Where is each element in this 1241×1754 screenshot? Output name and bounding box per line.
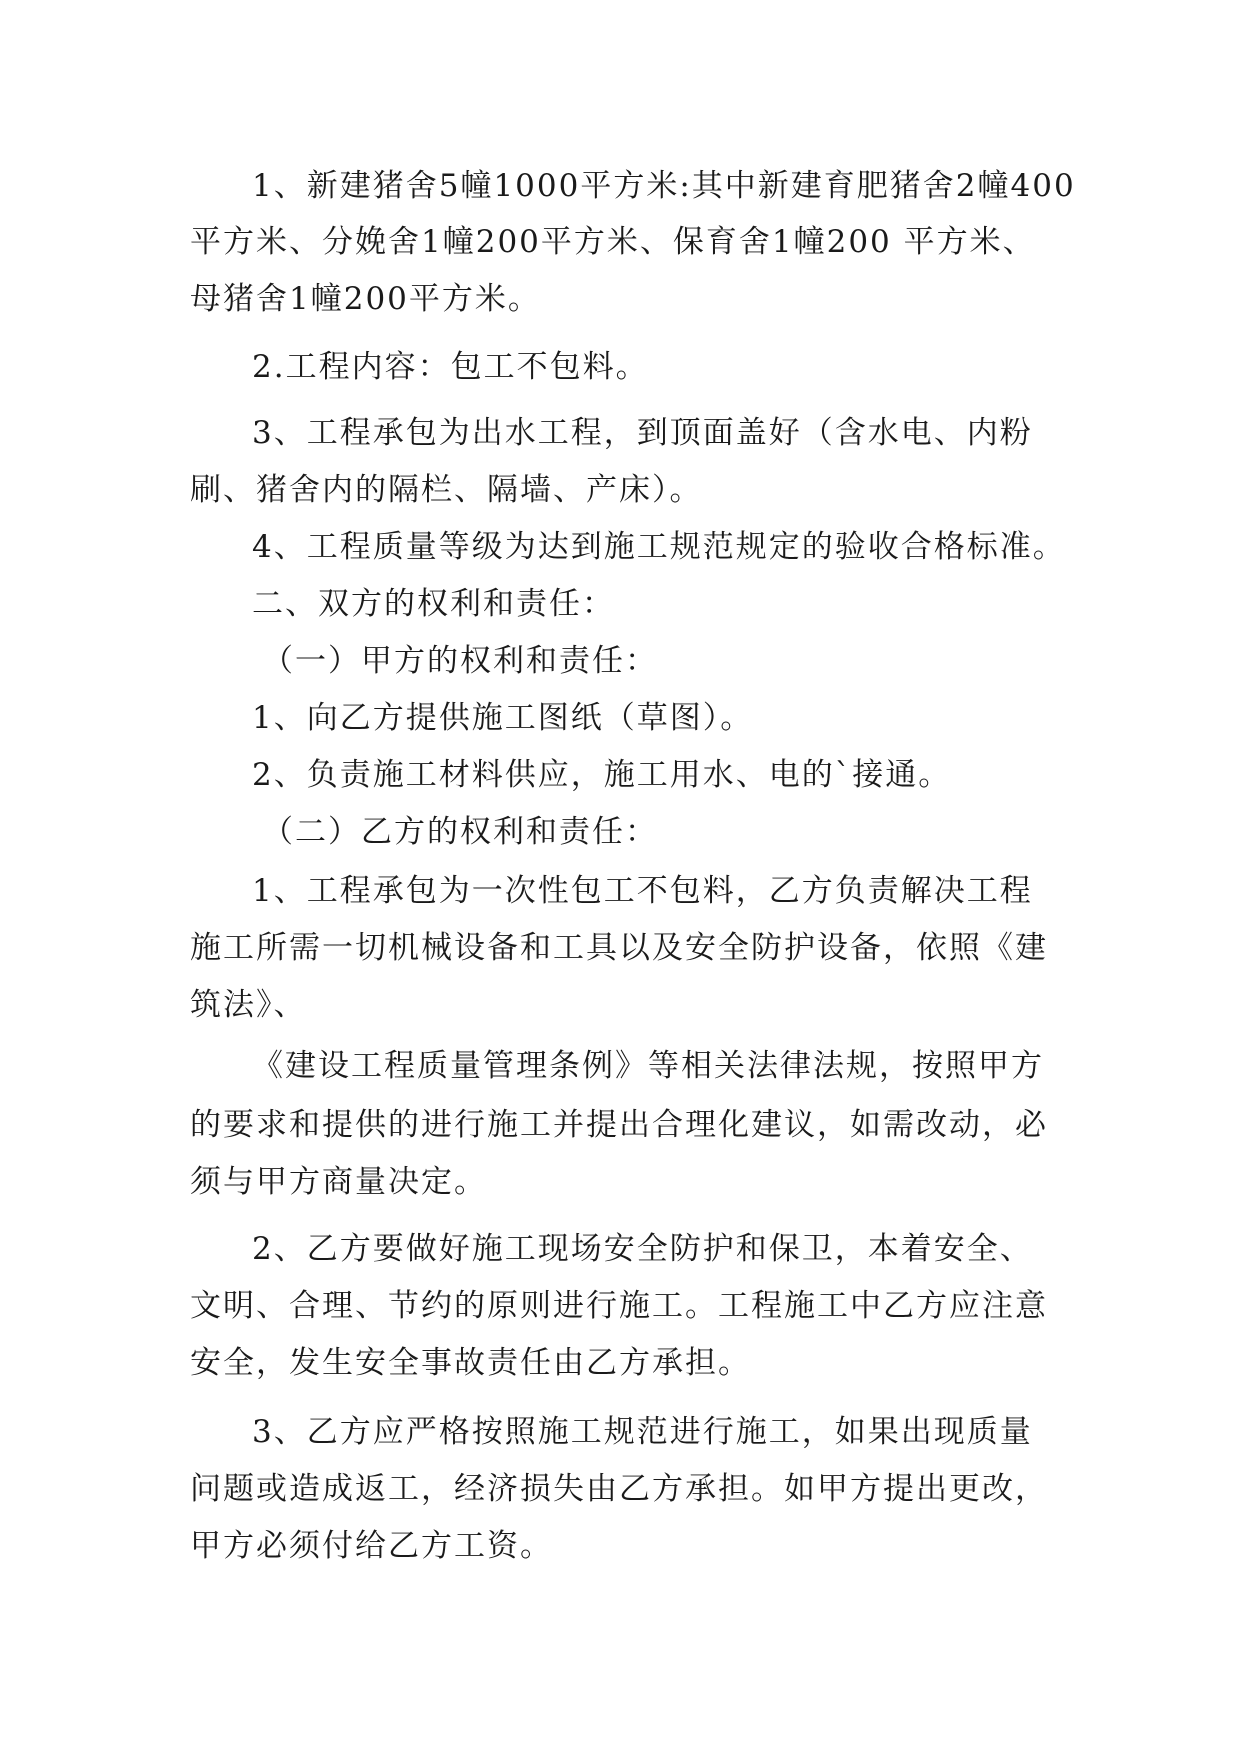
text-line: 2.工程内容：包工不包料。 <box>252 349 649 385</box>
text-line: 问题或造成返工，经济损失由乙方承担。如甲方提出更改， <box>190 1471 1048 1507</box>
section-heading: 二、双方的权利和责任： <box>252 586 615 622</box>
text-line: 1、向乙方提供施工图纸（草图）。 <box>252 700 754 736</box>
subsection-heading: （一）甲方的权利和责任： <box>262 643 658 679</box>
text-line: 3、乙方应严格按照施工规范进行施工，如果出现质量 <box>252 1414 1033 1450</box>
text-line: 平方米、分娩舍1幢200平方米、保育舍1幢200 平方米、 <box>190 224 1036 260</box>
text-line: 母猪舍1幢200平方米。 <box>190 281 541 317</box>
text-line: 甲方必须付给乙方工资。 <box>190 1528 553 1564</box>
text-line: 刷、猪舍内的隔栏、隔墙、产床）。 <box>190 472 703 508</box>
text-line: 的要求和提供的进行施工并提出合理化建议，如需改动，必 <box>190 1107 1048 1143</box>
text-line: 文明、合理、节约的原则进行施工。工程施工中乙方应注意 <box>190 1288 1048 1324</box>
text-line: 安全，发生安全事故责任由乙方承担。 <box>190 1345 751 1381</box>
subsection-heading: （二）乙方的权利和责任： <box>262 814 658 850</box>
text-line: 筑法》、 <box>190 987 307 1023</box>
text-line: 《建设工程质量管理条例》等相关法律法规，按照甲方 <box>252 1048 1044 1084</box>
text-line: 1、工程承包为一次性包工不包料，乙方负责解决工程 <box>252 873 1033 909</box>
text-line: 4、工程质量等级为达到施工规范规定的验收合格标准。 <box>252 529 1066 565</box>
text-line: 须与甲方商量决定。 <box>190 1164 487 1200</box>
text-line: 施工所需一切机械设备和工具以及安全防护设备，依照《建 <box>190 930 1048 966</box>
text-line: 2、负责施工材料供应，施工用水、电的`接通。 <box>252 757 952 793</box>
text-line: 1、新建猪舍5幢1000平方米:其中新建育肥猪舍2幢400 <box>252 168 1076 204</box>
text-line: 2、乙方要做好施工现场安全防护和保卫，本着安全、 <box>252 1231 1033 1267</box>
text-line: 3、工程承包为出水工程，到顶面盖好（含水电、内粉 <box>252 415 1033 451</box>
